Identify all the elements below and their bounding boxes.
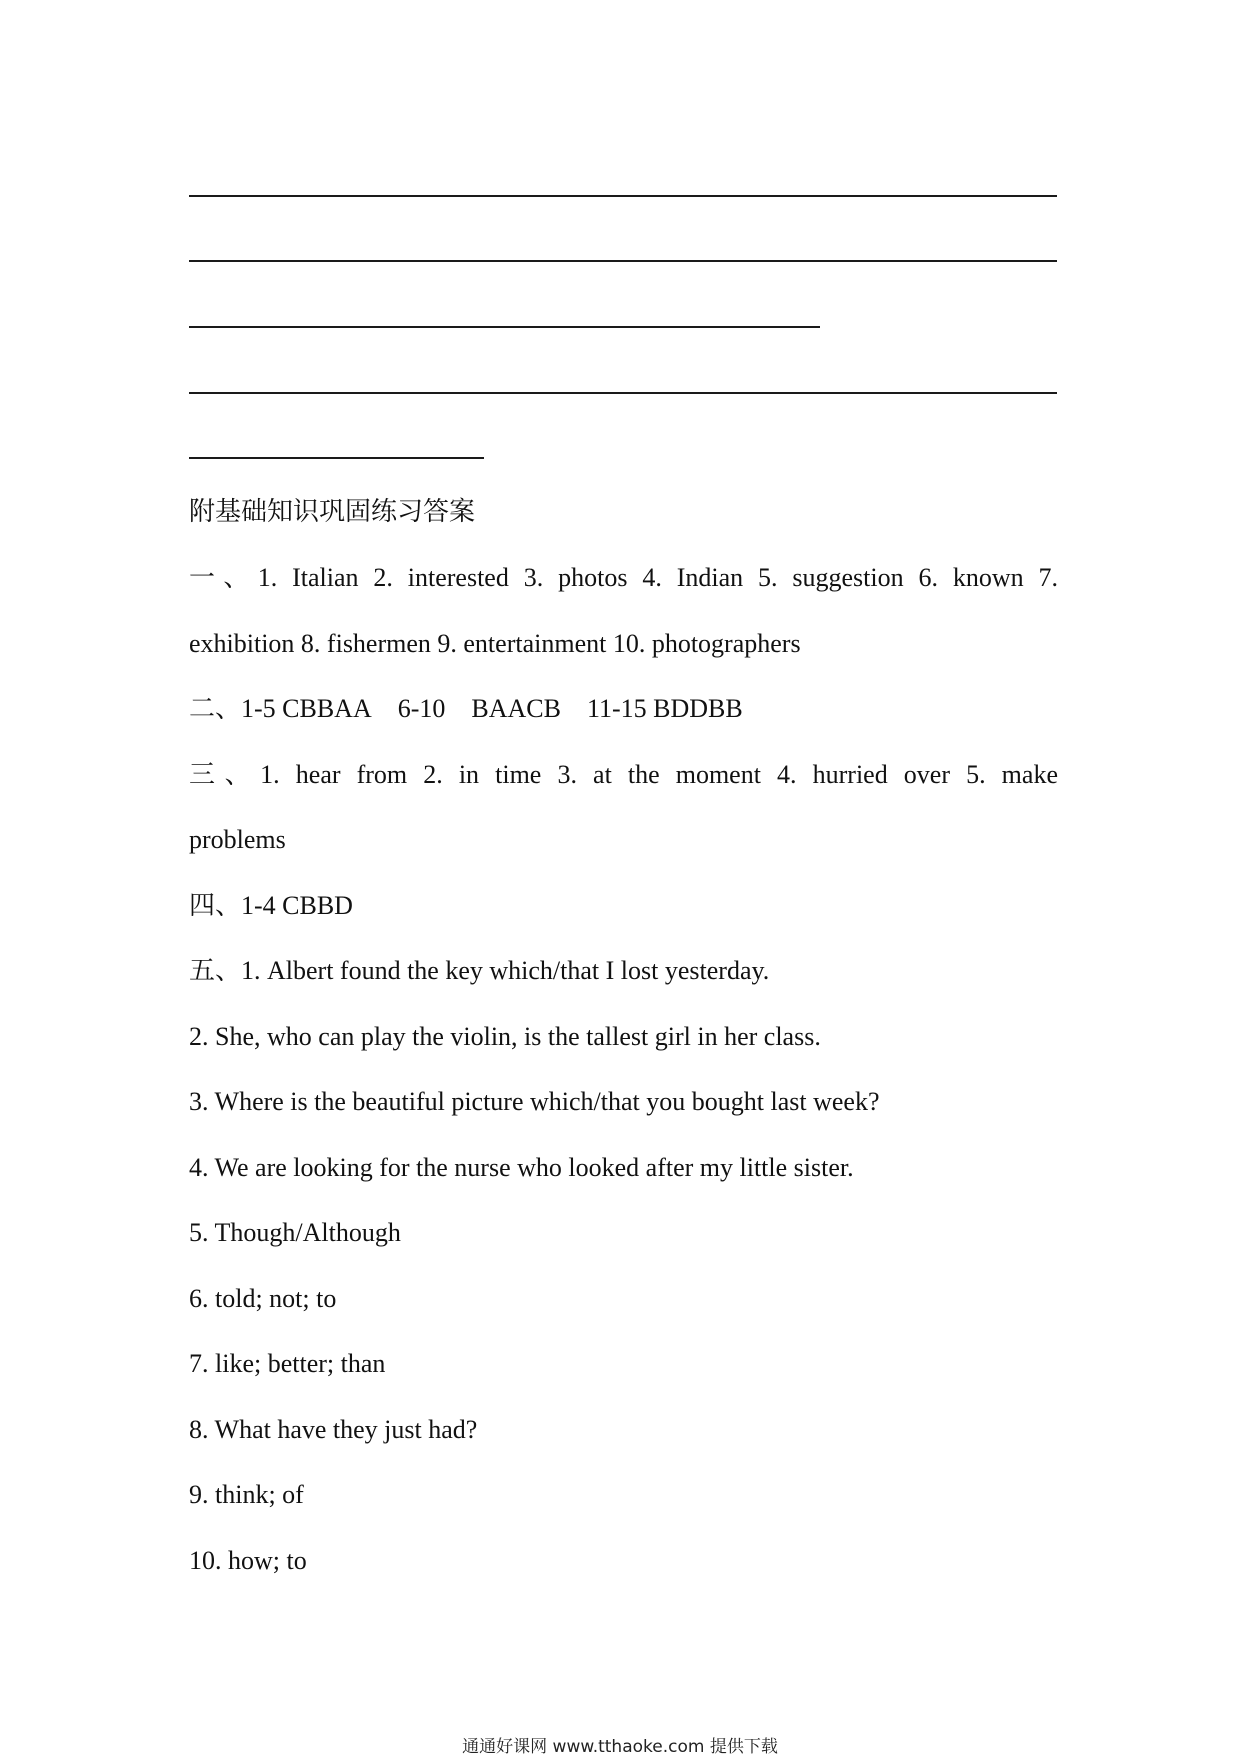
part1-answers-line2: exhibition 8. fishermen 9. entertainment 10. photographers	[189, 629, 801, 658]
part1-answers-line1: 一、1. Italian 2. interested 3. photos 4. Indian 5. suggestion 6. known 7.	[189, 563, 1058, 592]
part5-answer-2: 2. She, who can play the violin, is the tallest girl in her class.	[189, 1022, 821, 1051]
answer-line-3	[189, 326, 820, 328]
part5-answer-10: 10. how; to	[189, 1546, 307, 1575]
part2-answers: 二、1-5 CBBAA 6-10 BAACB 11-15 BDDBB	[189, 694, 743, 723]
part5-answer-3: 3. Where is the beautiful picture which/that you bought last week?	[189, 1087, 880, 1116]
part3-answers-line2: problems	[189, 825, 286, 854]
answer-line-1	[189, 195, 1057, 197]
answer-line-4	[189, 392, 1057, 394]
part5-answer-4: 4. We are looking for the nurse who looked after my little sister.	[189, 1153, 854, 1182]
part5-answer-1: 五、1. Albert found the key which/that I lost yesterday.	[189, 956, 770, 985]
section-title: 附基础知识巩固练习答案	[189, 497, 476, 526]
part5-answer-8: 8. What have they just had?	[189, 1415, 478, 1444]
part5-answer-7: 7. like; better; than	[189, 1349, 386, 1378]
part4-answers: 四、1-4 CBBD	[189, 891, 353, 920]
part5-answer-6: 6. told; not; to	[189, 1284, 337, 1313]
page-footer: 通通好课网 www.tthaoke.com 提供下载	[462, 1737, 778, 1757]
part3-answers-line1: 三、1. hear from 2. in time 3. at the moment 4. hurried over 5. make	[189, 760, 1058, 789]
answer-line-2	[189, 260, 1057, 262]
answer-line-5	[189, 457, 484, 459]
part5-answer-9: 9. think; of	[189, 1480, 304, 1509]
part5-answer-5: 5. Though/Although	[189, 1218, 401, 1247]
